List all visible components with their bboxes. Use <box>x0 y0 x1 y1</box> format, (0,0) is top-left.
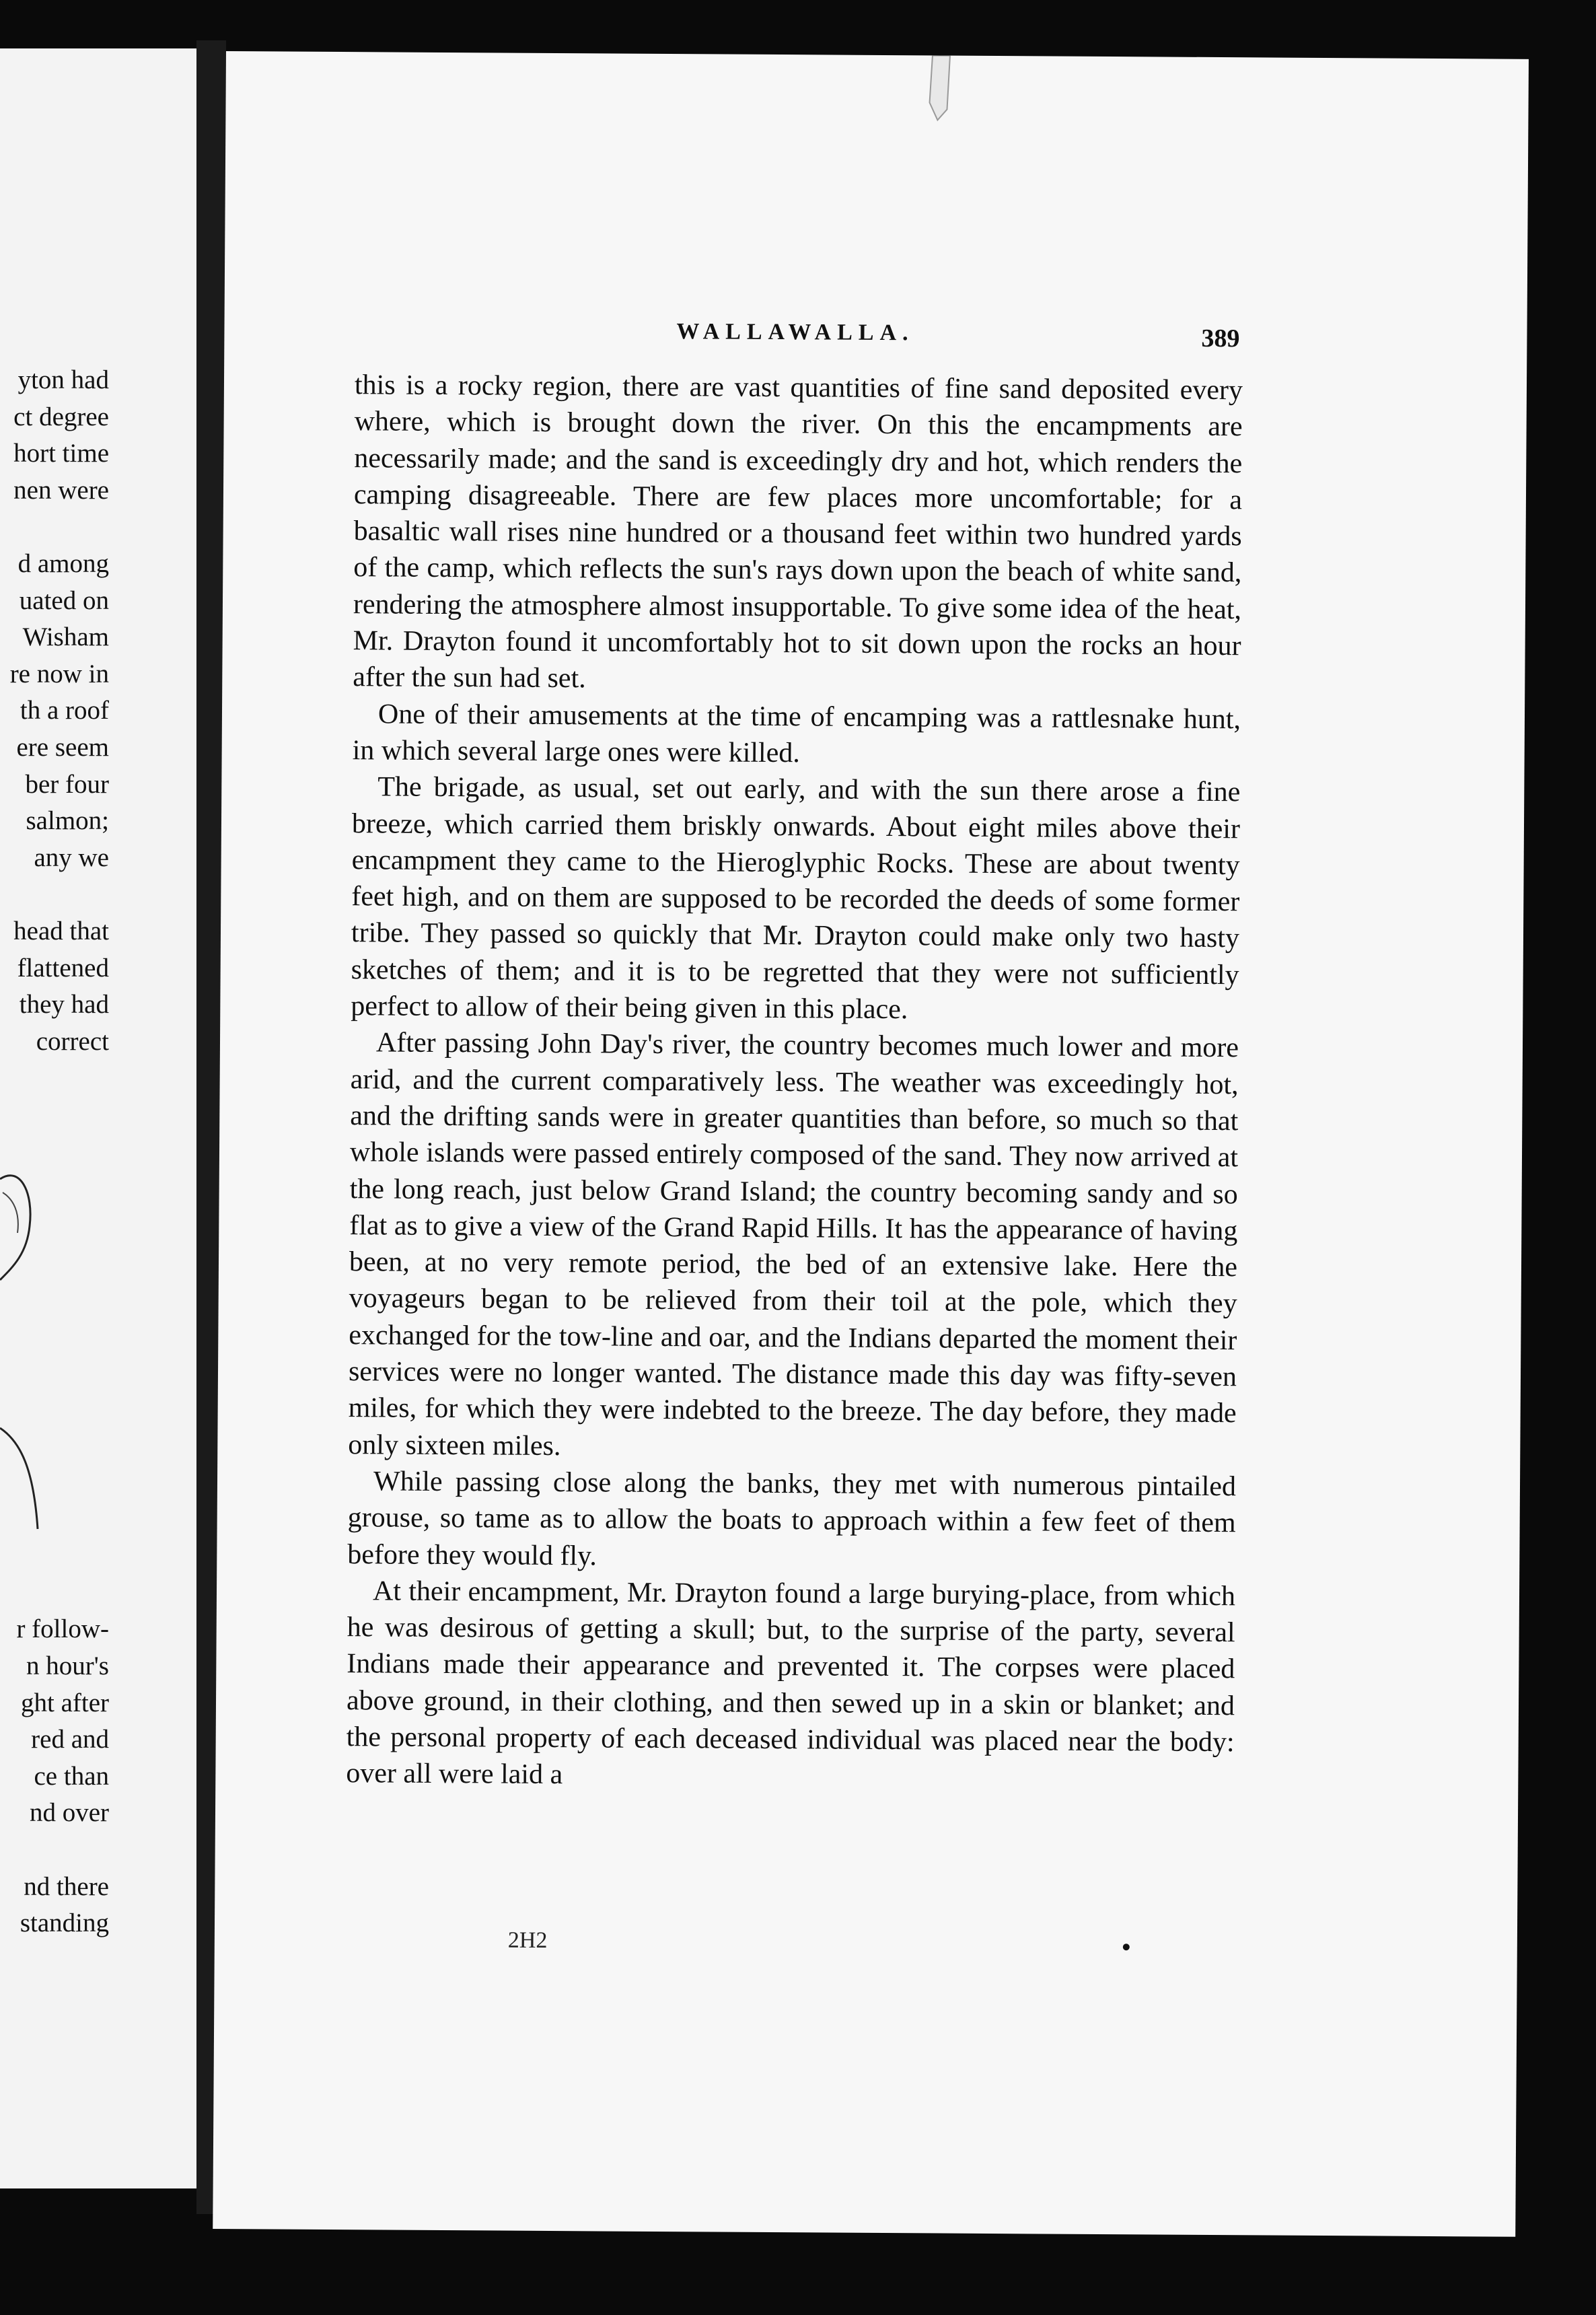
previous-page-line: Wisham <box>22 622 109 652</box>
running-head-title: WALLAWALLA. <box>676 319 914 346</box>
previous-page-line: salmon; <box>26 806 109 836</box>
previous-page-line: d among <box>17 549 109 578</box>
paragraph: While passing close along the banks, they met with numerous pintailed grouse, so tame as to allow the boats to approach within a few feet of them before they would fly. <box>347 1466 1237 1571</box>
previous-page-line: standing <box>20 1909 109 1938</box>
paragraph: this is a rocky region, there are vast quantities of fine sand deposited every where, which is brought down the river. On this the encampments are necessarily made; and the sand is exceedingly dry and hot, which renders the camping disagreeable. There are few places more uncomfortable; for a basaltic wall rises nine hundred or a thousand feet within two hundred yards of the camp, which reflects the sun's rays down upon the beach of white sand, rendering the atmosphere almost insupportable. To give some idea of the heat, Mr. Drayton found it uncomfortably hot to sit down upon the rocks an hour after the sun had set. <box>353 369 1243 694</box>
page-number: 389 <box>1201 324 1240 353</box>
illustration-fragment <box>0 1152 47 1556</box>
paragraph: At their encampment, Mr. Drayton found a large burying-place, from which he was desirous of getting a skull; but, to the surprise of the party, several Indians made their appearance and prevented it. The corpses were placed above ground, in their clothing, and then sewed up in a skin or blanket; and the personal property of each deceased individual was placed near the body: over all were laid a <box>346 1575 1236 1791</box>
previous-page-line: th a roof <box>20 696 109 725</box>
previous-page-line: r follow- <box>16 1614 109 1644</box>
paragraph: The brigade, as usual, set out early, and with the sun there arose a fine breeze, which carried them briskly onwards. About eight miles above their encampment they came to the Hieroglyphic Rocks. These are about twenty feet high, and on them are supposed to be recorded the deeds of some former tribe. They passed so quickly that Mr. Drayton could make only two hasty sketches of them; and it is to be regretted that they were not sufficiently perfect to allow of their being given in this place. <box>351 771 1241 1026</box>
ink-speck <box>1123 1944 1130 1950</box>
previous-page-line: nen were <box>13 475 109 505</box>
previous-page-line: head that <box>13 917 109 946</box>
previous-page-line: n hour's <box>26 1651 109 1680</box>
previous-page-line: flattened <box>17 953 109 983</box>
previous-page-line: yton had <box>17 365 109 394</box>
previous-page-line: ce than <box>34 1761 109 1791</box>
previous-page-line: red and <box>31 1725 109 1754</box>
previous-page-line: ber four <box>25 769 109 799</box>
paragraph: After passing John Day's river, the country becomes much lower and more arid, and the current comparatively less. The weather was exceedingly hot, and the drifting sands were in greater quantities than before, so much so that whole islands were passed entirely composed of the sand. They now arrived at the long reach, just below Grand Island; the country becoming sandy and so flat as to give a view of the Grand Rapid Hills. It has the appearance of having been, at no very remote period, the bed of an extensive lake. Here the voyageurs began to be relieved from their toil at the pole, which they exchanged for the tow-line and oar, and the Indians departed the moment their services were no longer wanted. The distance made this day was fifty-seven miles, for which they were indebted to the breeze. The day before, they made only sixteen miles. <box>348 1027 1239 1462</box>
previous-page-line: uated on <box>19 585 109 615</box>
previous-page-line: hort time <box>13 439 109 468</box>
previous-page-line: ct degree <box>13 402 109 431</box>
previous-page-line: ere seem <box>16 733 109 762</box>
previous-page-fragment <box>0 48 202 2188</box>
book-page <box>213 51 1529 2237</box>
previous-page-line: ght after <box>20 1688 109 1717</box>
previous-page-line: nd over <box>29 1798 109 1828</box>
paper-tab-mark <box>920 55 959 122</box>
signature-mark: 2H2 <box>507 1927 548 1953</box>
previous-page-line: they had <box>19 990 109 1020</box>
paragraph: One of their amusements at the time of encamping was a rattlesnake hunt, in which several large ones were killed. <box>352 699 1241 769</box>
previous-page-line: re now in <box>9 659 109 688</box>
body-text <box>346 367 1243 1797</box>
previous-page-line: nd there <box>24 1872 109 1901</box>
previous-page-line: correct <box>36 1026 109 1056</box>
previous-page-line: any we <box>34 843 109 872</box>
running-head <box>225 316 1527 353</box>
